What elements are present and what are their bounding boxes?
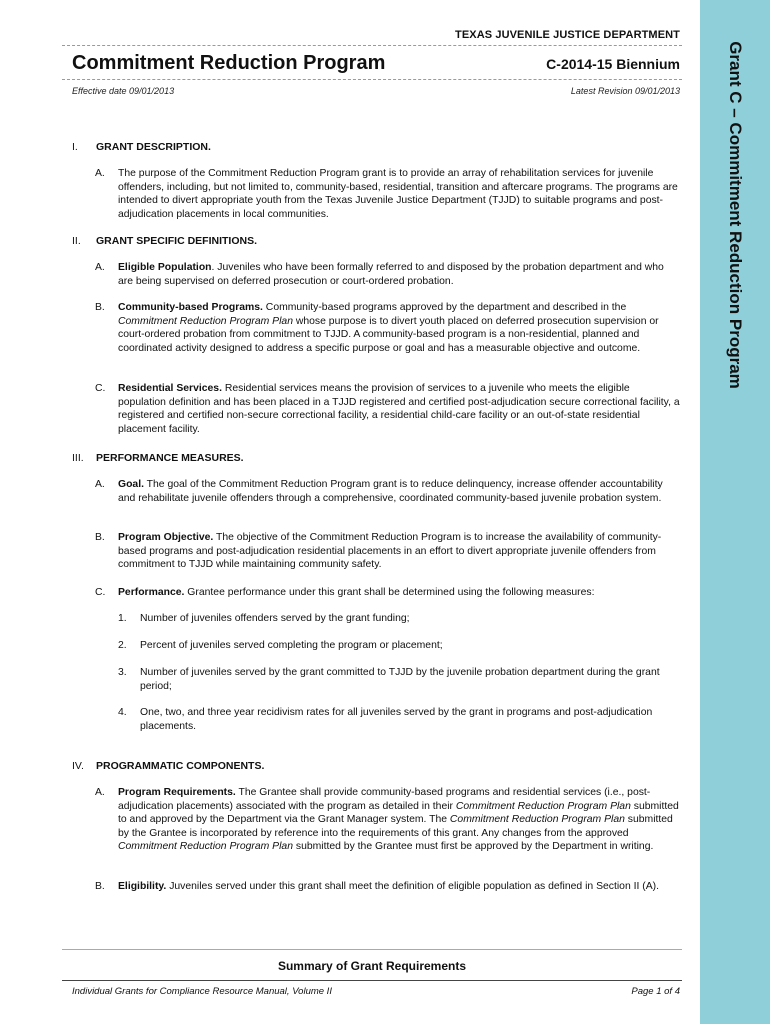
- paragraph-text: Grantee performance under this grant shall be determined using the following measures:: [184, 587, 595, 598]
- measure-text: Number of juveniles served by the grant committed to TJJD by the juvenile probation department during the grant period;: [140, 667, 660, 692]
- item-label: B.: [95, 302, 105, 313]
- measure-text: Percent of juveniles served completing the program or placement;: [140, 640, 443, 651]
- item-label: B.: [95, 532, 105, 543]
- paragraph: [95, 167, 680, 221]
- section-title: PERFORMANCE MEASURES.: [96, 452, 244, 464]
- paragraph-text: The Grantee shall provide community-based programs and residential services (i.e., post-adjudication placements) associated with the program as detailed in their: [118, 787, 651, 812]
- footer-manual-title: Individual Grants for Compliance Resource Manual, Volume II: [72, 986, 332, 997]
- department-name: TEXAS JUVENILE JUSTICE DEPARTMENT: [455, 29, 680, 41]
- paragraph-text: submitted to and approved by the Department via the Grant Manager system. The: [118, 800, 679, 825]
- paragraph: [95, 786, 680, 854]
- term: Goal.: [118, 479, 144, 490]
- side-tab-title: Grant C – Commitment Reduction Program: [726, 41, 745, 389]
- effective-date: Effective date 09/01/2013: [72, 86, 175, 96]
- paragraph-text: whose purpose is to divert youth placed on deferred prosecution supervision or court-ordered probation from commitment to TJJD. A community-based program is a non-residential, planned and coordinated activity designed to address a specific purpose or goal and has a measurable objective and outcome.: [118, 315, 659, 354]
- summary-heading: Summary of Grant Requirements: [277, 959, 467, 973]
- item-label: A.: [95, 262, 105, 273]
- section-number: III.: [72, 452, 84, 464]
- section-heading: [72, 760, 264, 772]
- measure-number: 3.: [118, 667, 127, 678]
- measure-number: 4.: [118, 707, 127, 718]
- paragraph: [95, 586, 680, 600]
- biennium-label: C-2014-15 Biennium: [546, 56, 680, 72]
- paragraph-text: Juveniles served under this grant shall meet the definition of eligible population as defined in Section II (A).: [166, 881, 660, 892]
- plan-title: Commitment Reduction Program Plan: [455, 800, 631, 812]
- term: Program Requirements.: [118, 787, 236, 798]
- paragraph-text: The objective of the Commitment Reduction Program is to increase the availability of community-based programs and post-adjudication residential placements in an effort to divert appropriate juvenile offenders from commitment to TJJD while maintaining community safety.: [118, 532, 662, 570]
- section-number: IV.: [72, 760, 84, 772]
- paragraph-text: The goal of the Commitment Reduction Program grant is to reduce delinquency, increase offender accountability and rehabilitate juvenile offenders through a comprehensive, coordinated community-based juvenile probation system.: [118, 479, 663, 504]
- plan-title: Commitment Reduction Program Plan: [118, 841, 293, 852]
- page-title: Commitment Reduction Program: [72, 52, 386, 74]
- item-label: B.: [95, 881, 105, 892]
- section-number: II.: [72, 235, 81, 247]
- item-label: C.: [95, 587, 106, 598]
- section-heading: [72, 235, 257, 247]
- content-divider: [62, 949, 682, 950]
- paragraph-text: Residential services means the provision of services to a juvenile who meets the eligible population definition and has been placed in a TJJD registered and certified post-adjudication secure correctional facility, a registered and certified non-secure correctional facility, a residential child-care facility or an out-of-state residential placement facility.: [118, 383, 680, 435]
- item-label: A.: [95, 479, 105, 490]
- paragraph: [95, 261, 680, 288]
- measure-item: [118, 706, 680, 733]
- term: Eligibility.: [118, 881, 167, 892]
- paragraph-text: submitted by the Grantee must first be approved by the Department in writing.: [292, 841, 654, 852]
- term: Performance.: [118, 587, 185, 598]
- plan-title: Commitment Reduction Program Plan: [449, 814, 625, 825]
- term: Program Objective.: [118, 532, 214, 543]
- header-divider: [62, 45, 682, 46]
- plan-title: Commitment Reduction Program Plan: [118, 315, 293, 327]
- section-title: GRANT SPECIFIC DEFINITIONS.: [96, 235, 258, 247]
- paragraph-text: . Juveniles who have been formally referred to and disposed by the probation department and who are being supervised on deferred prosecution or court-ordered probation.: [118, 262, 664, 287]
- section-heading: [72, 452, 244, 464]
- term: Community-based Programs.: [118, 302, 263, 313]
- paragraph-text: The purpose of the Commitment Reduction Program grant is to provide an array of rehabilitation services for juvenile offenders, including, but not limited to, community-based, residential, transition and aftercare programs. The programs are intended to divert appropriate youth from the Texas Juvenile Justice Department (TJJD) to suitable programs and post-adjudication placements in local communities.: [118, 168, 678, 220]
- paragraph-text: submitted by the Grantee is incorporated by reference into the requirements of this grant. Any changes from the approved: [118, 814, 673, 839]
- title-divider: [62, 79, 682, 80]
- section-heading: [72, 141, 211, 153]
- section-title: PROGRAMMATIC COMPONENTS.: [96, 760, 265, 772]
- paragraph: [95, 301, 680, 355]
- measure-number: 1.: [118, 613, 127, 624]
- latest-revision: Latest Revision 09/01/2013: [570, 86, 680, 96]
- paragraph: [95, 382, 680, 436]
- section-title: GRANT DESCRIPTION.: [96, 141, 211, 153]
- measure-item: [118, 612, 680, 626]
- term: Residential Services.: [118, 383, 222, 394]
- paragraph: [95, 531, 680, 572]
- measure-item: [118, 639, 680, 653]
- page-number: Page 1 of 4: [631, 986, 680, 997]
- item-label: A.: [95, 168, 105, 179]
- measure-text: Number of juveniles offenders served by the grant funding;: [140, 613, 410, 624]
- measure-number: 2.: [118, 640, 127, 651]
- term: Eligible Population: [118, 262, 212, 273]
- item-label: C.: [95, 383, 106, 394]
- measure-item: [118, 666, 680, 693]
- item-label: A.: [95, 787, 105, 798]
- measure-text: One, two, and three year recidivism rates for all juveniles served by the grant in programs and post-adjudication placements.: [140, 707, 653, 732]
- paragraph: [95, 478, 680, 505]
- footer-divider: [62, 980, 682, 981]
- paragraph-text: Community-based programs approved by the department and described in the: [262, 302, 627, 313]
- section-number: I.: [72, 141, 78, 153]
- paragraph: [95, 880, 680, 894]
